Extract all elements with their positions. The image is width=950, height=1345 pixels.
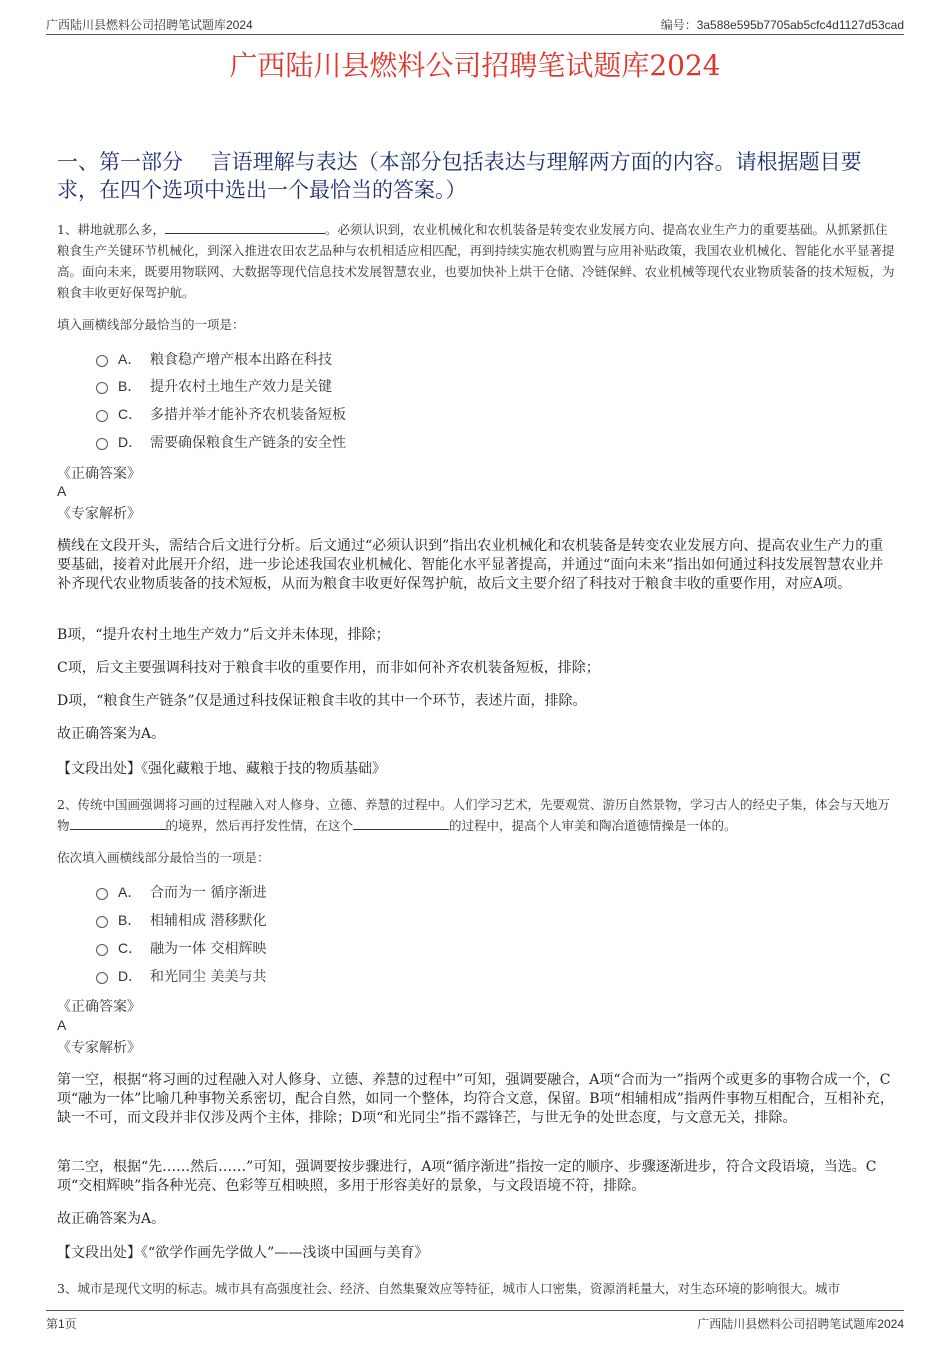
q2-stem-start: 2、传统中国画强调将习画的过程融入对人修身、立德、养慧的过程中。人们学习艺术，先要观赏、游历自然景物，学习古人的经史子集，体会与天地万物: [57, 797, 890, 833]
radio-icon[interactable]: [96, 888, 108, 900]
page-footer: [46, 1310, 904, 1333]
radio-icon[interactable]: [96, 944, 108, 956]
q1-answer: A: [57, 483, 67, 499]
q2-blank-1: [70, 817, 166, 830]
option-text: 粮食稳产增产根本出路在科技: [150, 352, 332, 368]
radio-icon[interactable]: [96, 972, 108, 984]
option-letter: D．: [118, 968, 143, 984]
option-letter: B．: [118, 378, 142, 394]
document-title: 广西陆川县燃料公司招聘笔试题库2024: [229, 49, 721, 82]
option-text: 融为一体 交相辉映: [150, 941, 267, 957]
q1-option-c[interactable]: [96, 404, 346, 424]
q1-analysis-paragraph: B项，“提升农村土地生产效力”后文并未体现，排除；: [57, 627, 390, 643]
q1-option-a[interactable]: [96, 349, 332, 369]
header-document-id: 编号：3a588e595b7705ab5cfc4d1127d53cad: [660, 18, 904, 32]
q2-option-b[interactable]: [96, 910, 266, 930]
q2-stem-middle: 的境界，然后再抒发性情，在这个: [165, 818, 354, 833]
q1-analysis-paragraph: D项，“粮食生产链条”仅是通过科技保证粮食丰收的其中一个环节，表述片面，排除。: [57, 693, 587, 709]
option-letter: D．: [118, 434, 143, 450]
q2-option-d[interactable]: [96, 966, 266, 986]
option-text: 和光同尘 美美与共: [150, 969, 267, 985]
q1-prompt: 填入画横线部分最恰当的一项是：: [57, 317, 245, 332]
q1-blank: [165, 221, 325, 234]
q2-stem-end: 的过程中，提高个人审美和陶冶道德情操是一体的。: [449, 818, 737, 833]
q2-analysis-label: 《专家解析》: [57, 1040, 141, 1056]
header-left-title: 广西陆川县燃料公司招聘笔试题库2024: [46, 18, 253, 32]
q2-prompt: 依次填入画横线部分最恰当的一项是：: [57, 850, 270, 865]
page-number: 第1页: [46, 1317, 77, 1331]
q1-analysis-paragraph: 横线在文段开头，需结合后文进行分析。后文通过“必须认识到”指出农业机械化和农机装备是转变农业发展方向、提高农业生产力的重要基础，接着对此展开介绍，进一步论述我国农业机械化、智能化水平显著提高，并通过“面向未来”指出如何通过科技发展智慧农业并补齐现代农业物质装备的技术短板，从而为粮食丰收更好保驾护航，故后文主要介绍了科技对于粮食丰收的重要作用，对应A项。: [57, 538, 884, 592]
option-text: 相辅相成 潜移默化: [150, 913, 267, 929]
q2-analysis-paragraph: 第二空，根据“先……然后……”可知，强调要按步骤进行，A项“循序渐进”指按一定的顺序、步骤逐渐进步，符合文段语境，当选。C项“交相辉映”指各种光亮、色彩等互相映照，多用于形容美好的景象，与文段语境不符，排除。: [57, 1159, 877, 1194]
option-text: 需要确保粮食生产链条的安全性: [150, 435, 346, 451]
question-1-stem: [57, 219, 897, 303]
footer-title: 广西陆川县燃料公司招聘笔试题库2024: [697, 1317, 904, 1331]
radio-icon[interactable]: [96, 410, 108, 422]
section-heading: 一、第一部分 言语理解与表达（本部分包括表达与理解两方面的内容。请根据题目要求，在四个选项中选出一个最恰当的答案。）: [57, 150, 862, 202]
option-text: 合而为一 循序渐进: [150, 885, 267, 901]
q2-analysis-paragraph: 第一空，根据“将习画的过程融入对人修身、立德、养慧的过程中”可知，强调要融合，A项“合而为一”指两个或更多的事物合成一个，C项“融为一体”比喻几种事物关系密切，配合自然，如同一个整体，均符合文意，保留。B项“相辅相成”指两件事物互相配合，互相补充，缺一不可，而文段并非仅涉及两个主体，排除；D项“和光同尘”指不露锋芒，与世无争的处世态度，与文意无关，排除。: [57, 1072, 894, 1126]
radio-icon[interactable]: [96, 355, 108, 367]
q2-option-a[interactable]: [96, 882, 266, 902]
radio-icon[interactable]: [96, 382, 108, 394]
option-letter: C．: [118, 406, 143, 422]
q1-analysis-paragraph: C项，后文主要强调科技对于粮食丰收的重要作用，而非如何补齐农机装备短板，排除；: [57, 660, 600, 676]
q2-answer-label: 《正确答案》: [57, 999, 141, 1015]
radio-icon[interactable]: [96, 916, 108, 928]
q1-option-b[interactable]: [96, 376, 332, 396]
option-letter: A．: [118, 884, 142, 900]
option-letter: C．: [118, 940, 143, 956]
q1-stem-start: 1、耕地就那么多，: [57, 222, 165, 237]
question-3-stem: 3、城市是现代文明的标志。城市具有高强度社会、经济、自然集聚效应等特征，城市人口密集，资源消耗量大，对生态环境的影响很大。城市: [57, 1281, 840, 1296]
page-header: [46, 14, 904, 35]
q2-analysis-paragraph: 故正确答案为A。: [57, 1211, 166, 1227]
q2-option-c[interactable]: [96, 938, 266, 958]
q1-analysis-paragraph: 故正确答案为A。: [57, 726, 166, 742]
option-text: 多措并举才能补齐农机装备短板: [150, 407, 346, 423]
q1-analysis-label: 《专家解析》: [57, 506, 141, 522]
option-letter: A．: [118, 351, 142, 367]
q1-answer-label: 《正确答案》: [57, 466, 141, 482]
question-2-stem: [57, 794, 897, 836]
q1-option-d[interactable]: [96, 432, 346, 452]
q1-stem-rest: 。必须认识到，农业机械化和农机装备是转变农业发展方向、提高农业生产力的重要基础。从抓紧抓住粮食生产关键环节机械化，到深入推进农田农艺品种与农机相适应相匹配，再到持续实施农机购置与应用补贴政策，我国农业机械化、智能化水平显著提高。面向未来，既要用物联网、大数据等现代信息技术发展智慧农业，也要加快补上烘干仓储、冷链保鲜、农业机械等现代农业物质装备的技术短板，为粮食丰收更好保驾护航。: [57, 222, 895, 300]
option-text: 提升农村土地生产效力是关键: [150, 379, 332, 395]
option-letter: B．: [118, 912, 142, 928]
q2-blank-2: [353, 817, 449, 830]
q2-answer: A: [57, 1017, 67, 1033]
radio-icon[interactable]: [96, 438, 108, 450]
q2-source: 【文段出处】《“欲学作画先学做人”——浅谈中国画与美育》: [57, 1245, 429, 1261]
q1-source: 【文段出处】《强化藏粮于地、藏粮于技的物质基础》: [57, 761, 386, 777]
